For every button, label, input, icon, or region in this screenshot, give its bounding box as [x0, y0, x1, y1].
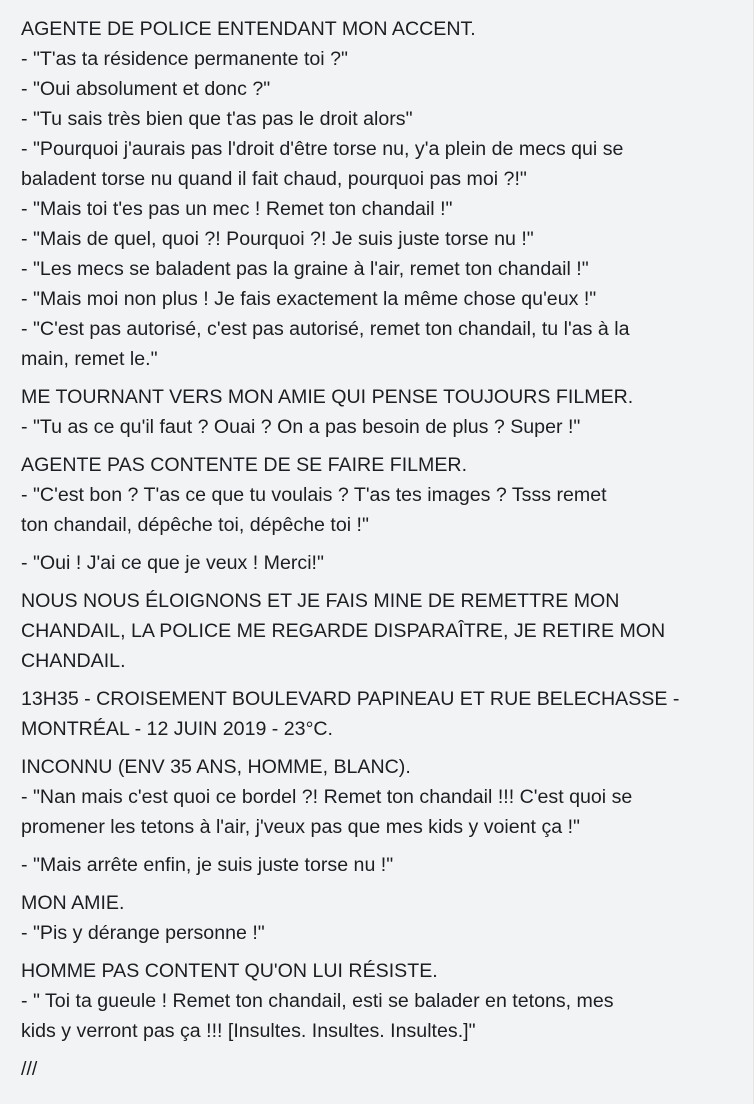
paragraph-friend-filming [21, 382, 739, 442]
paragraph-heading: ME TOURNANT VERS MON AMIE QUI PENSE TOUJOURS FILMER. [21, 386, 634, 408]
dialogue-line: - "Oui ! J'ai ce que je veux ! Merci!" [21, 552, 324, 574]
paragraph-heading: HOMME PAS CONTENT QU'ON LUI RÉSISTE. [21, 960, 438, 982]
narration-line: CHANDAIL, LA POLICE ME REGARDE DISPARAÎTRE, JE RETIRE MON [21, 620, 666, 642]
dialogue-line: baladent torse nu quand il fait chaud, pourquoi pas moi ?!" [21, 168, 527, 190]
dialogue-line: - "Oui absolument et donc ?" [21, 78, 271, 100]
dialogue-line: - "Tu sais très bien que t'as pas le droit alors" [21, 108, 413, 130]
dialogue-line: - "C'est bon ? T'as ce que tu voulais ? T'as tes images ? Tsss remet [21, 484, 607, 506]
dialogue-line: kids y verront pas ça !!! [Insultes. Insultes. Insultes.]" [21, 1020, 476, 1042]
section-separator: /// [21, 1058, 38, 1080]
dialogue-line: - "Mais de quel, quoi ?! Pourquoi ?! Je suis juste torse nu !" [21, 228, 534, 250]
location-line: 13H35 - CROISEMENT BOULEVARD PAPINEAU ET RUE BELECHASSE - [21, 688, 680, 710]
narration-line: NOUS NOUS ÉLOIGNONS ET JE FAIS MINE DE REMETTRE MON [21, 590, 620, 612]
dialogue-line: - "Pourquoi j'aurais pas l'droit d'être torse nu, y'a plein de mecs qui se [21, 138, 624, 160]
paragraph-reply [21, 548, 739, 578]
dialogue-line: - "Tu as ce qu'il faut ? Ouai ? On a pas besoin de plus ? Super !" [21, 416, 581, 438]
dialogue-line: - " Toi ta gueule ! Remet ton chandail, esti se balader en tetons, mes [21, 990, 614, 1012]
paragraph-walking-away [21, 586, 739, 676]
dialogue-line: - "Les mecs se baladent pas la graine à l'air, remet ton chandail !" [21, 258, 589, 280]
paragraph-time-location [21, 684, 739, 744]
dialogue-line: ton chandail, dépêche toi, dépêche toi !" [21, 514, 369, 536]
dialogue-line: - "Nan mais c'est quoi ce bordel ?! Remet ton chandail !!! C'est quoi se [21, 786, 633, 808]
dialogue-line: - "T'as ta résidence permanente toi ?" [21, 48, 348, 70]
dialogue-line: - "Mais moi non plus ! Je fais exactement la même chose qu'eux !" [21, 288, 597, 310]
paragraph-stranger [21, 752, 739, 842]
dialogue-line: - "Mais toi t'es pas un mec ! Remet ton chandail !" [21, 198, 453, 220]
dialogue-line: - "Mais arrête enfin, je suis juste torse nu !" [21, 854, 394, 876]
paragraph-separator [21, 1054, 739, 1084]
paragraph-reply [21, 850, 739, 880]
paragraph-heading: INCONNU (ENV 35 ANS, HOMME, BLANC). [21, 756, 411, 778]
narration-line: CHANDAIL. [21, 650, 126, 672]
paragraph-heading: AGENTE PAS CONTENTE DE SE FAIRE FILMER. [21, 454, 468, 476]
paragraph-police-dialogue [21, 14, 739, 374]
paragraph-heading: MON AMIE. [21, 892, 125, 914]
dialogue-line: main, remet le." [21, 348, 158, 370]
paragraph-heading: AGENTE DE POLICE ENTENDANT MON ACCENT. [21, 18, 476, 40]
paragraph-agent-unhappy [21, 450, 739, 540]
dialogue-line: promener les tetons à l'air, j'veux pas que mes kids y voient ça !" [21, 816, 580, 838]
location-line: MONTRÉAL - 12 JUIN 2019 - 23°C. [21, 718, 333, 740]
dialogue-line: - "Pis y dérange personne !" [21, 922, 265, 944]
paragraph-man-unhappy [21, 956, 739, 1046]
paragraph-friend [21, 888, 739, 948]
dialogue-line: - "C'est pas autorisé, c'est pas autorisé, remet ton chandail, tu l'as à la [21, 318, 630, 340]
